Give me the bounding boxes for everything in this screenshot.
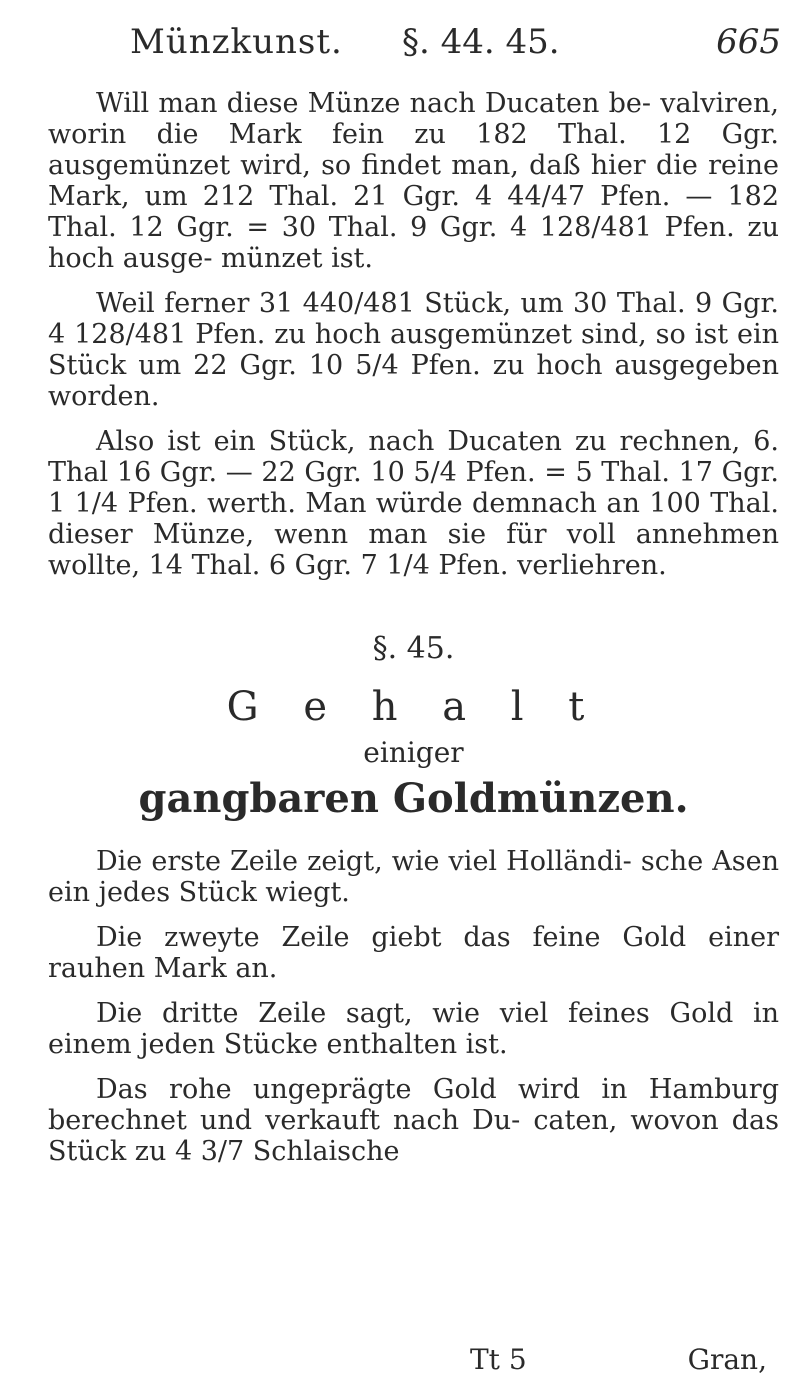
catchword: Gran, — [687, 1343, 767, 1376]
body-text — [48, 88, 779, 1181]
paragraph-3: Also ist ein Stück, nach Ducaten zu rechnen, 6. Thal 16 Ggr. — 22 Ggr. 10 5/4 Pfen. = 5 Thal. 17 Ggr. 1 1/4 Pfen. werth. Man würde demnach an 100 Thal. dieser Münze, wenn man sie für voll annehmen wollte, 14 Thal. 6 Ggr. 7 1/4 Pfen. verliehren. — [48, 426, 779, 581]
section-number: §. 45. — [372, 631, 455, 666]
paragraph-2: Weil ferner 31 440/481 Stück, um 30 Thal. 9 Ggr. 4 128/481 Pfen. zu hoch ausgemünzet sind, so ist ein Stück um 22 Ggr. 10 5/4 Pfen. zu hoch ausgegeben worden. — [48, 288, 779, 412]
section-paragraph-4: Das rohe ungeprägte Gold wird in Hamburg berechnet und verkauft nach Du- caten, wovon das Stück zu 4 3/7 Schlaische — [48, 1074, 779, 1167]
page-number: 665 — [716, 22, 781, 62]
running-head-title: Münzkunst. — [130, 22, 343, 62]
section-paragraph-2: Die zweyte Zeile giebt das feine Gold einer rauhen Mark an. — [48, 922, 779, 984]
section-paragraph-1: Die erste Zeile zeigt, wie viel Holländi- sche Asen ein jedes Stück wiegt. — [48, 846, 779, 908]
running-head — [0, 14, 801, 64]
paragraph-1: Will man diese Münze nach Ducaten be- valviren, worin die Mark fein zu 182 Thal. 12 Ggr. ausgemünzet wird, so findet man, daß hier die reine Mark, um 212 Thal. 21 Ggr. 4 44/47 Pfen. — 182 Thal. 12 Ggr. = 30 Thal. 9 Ggr. 4 128/481 Pfen. zu hoch ausge- münzet ist. — [48, 88, 779, 274]
section-title-line: gangbaren Goldmünzen. — [138, 775, 689, 822]
section-subtitle: einiger — [363, 736, 464, 769]
section-title: G e h a l t — [226, 684, 601, 730]
section-paragraph-3: Die dritte Zeile sagt, wie viel feines Gold in einem jeden Stücke enthalten ist. — [48, 998, 779, 1060]
running-head-section: §. 44. 45. — [402, 22, 560, 62]
signature-mark: Tt 5 — [470, 1343, 527, 1376]
